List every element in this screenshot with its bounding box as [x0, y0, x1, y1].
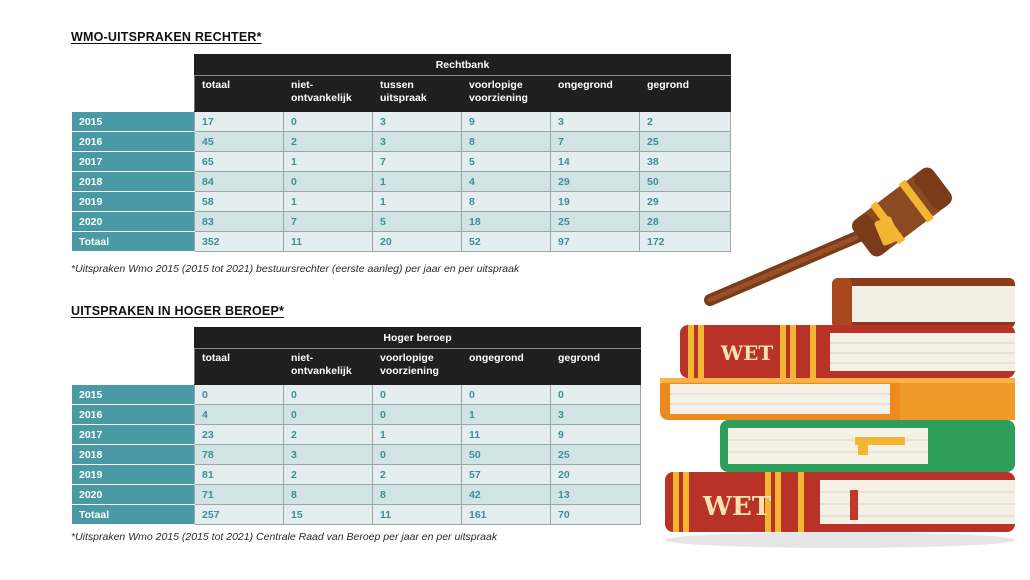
column-header [640, 76, 731, 112]
table-cell: 1 [373, 172, 462, 192]
table-cell: 0 [373, 385, 462, 405]
table-row [72, 405, 641, 425]
table-cell: 58 [195, 192, 284, 212]
row-header: 2015 [72, 112, 195, 132]
column-header-line: niet- [291, 352, 314, 364]
table-cell: 8 [373, 485, 462, 505]
table-cell: 1 [284, 152, 373, 172]
row-header: 2015 [72, 385, 195, 405]
table1-title: WMO-UITSPRAKEN RECHTER* [71, 30, 262, 44]
table-cell: 1 [462, 405, 551, 425]
table2-footnote: *Uitspraken Wmo 2015 (2015 tot 2021) Centrale Raad van Beroep per jaar en per uitspraak [71, 531, 498, 543]
table-cell: 11 [373, 505, 462, 525]
table-cell: 18 [462, 212, 551, 232]
table-cell: 20 [373, 232, 462, 252]
column-header-line: tussen [380, 79, 414, 91]
table-cell: 0 [551, 385, 641, 405]
row-header: Totaal [72, 232, 195, 252]
row-header: 2019 [72, 192, 195, 212]
table-row [72, 152, 731, 172]
table-cell: 14 [551, 152, 640, 172]
table-cell: 172 [640, 232, 731, 252]
blank-corner [72, 55, 195, 76]
column-header-line: voorziening [380, 364, 439, 377]
table-row [72, 192, 731, 212]
law-books-gavel-illustration [640, 150, 1015, 550]
row-header: 2020 [72, 212, 195, 232]
row-header: 2020 [72, 485, 195, 505]
shadow [665, 532, 1015, 548]
column-header [195, 76, 284, 112]
table-cell: 2 [640, 112, 731, 132]
blank-corner [72, 349, 195, 385]
brown-book [832, 278, 1015, 328]
row-header: 2017 [72, 425, 195, 445]
table-cell: 2 [284, 132, 373, 152]
column-header-line: ontvankelijk [291, 91, 352, 104]
table1-footnote: *Uitspraken Wmo 2015 (2015 tot 2021) bestuursrechter (eerste aanleg) per jaar en per uitspraak [71, 263, 520, 275]
table2-title: UITSPRAKEN IN HOGER BEROEP* [71, 304, 285, 318]
table-cell: 4 [462, 172, 551, 192]
table-cell: 42 [462, 485, 551, 505]
table-cell: 0 [373, 445, 462, 465]
table-cell: 7 [551, 132, 640, 152]
table-row [72, 465, 641, 485]
table-row [72, 232, 731, 252]
table-cell: 7 [284, 212, 373, 232]
table-cell: 4 [195, 405, 284, 425]
column-header-line: voorlopige [469, 79, 523, 91]
table-cell: 8 [462, 132, 551, 152]
row-header: 2016 [72, 132, 195, 152]
table-row [72, 132, 731, 152]
column-header-line: totaal [202, 352, 231, 364]
column-header [284, 76, 373, 112]
table-cell: 1 [284, 192, 373, 212]
column-header-line: uitspraak [380, 91, 427, 104]
table-cell: 2 [284, 465, 373, 485]
blank-corner [72, 328, 195, 349]
group-header: Rechtbank [195, 55, 731, 76]
column-header-line: ongegrond [558, 79, 613, 91]
table-cell: 1 [373, 425, 462, 445]
table-cell: 9 [551, 425, 641, 445]
column-header [373, 349, 462, 385]
hoger-beroep-table [71, 327, 641, 525]
column-header-line: ongegrond [469, 352, 524, 364]
row-header: 2018 [72, 172, 195, 192]
table-cell: 5 [462, 152, 551, 172]
table-row [72, 485, 641, 505]
row-header: 2018 [72, 445, 195, 465]
table-cell: 20 [551, 465, 641, 485]
table-cell: 50 [462, 445, 551, 465]
row-header: 2017 [72, 152, 195, 172]
column-header [551, 349, 641, 385]
table-cell: 78 [195, 445, 284, 465]
table-cell: 50 [640, 172, 731, 192]
green-book [720, 420, 1015, 472]
table-cell: 81 [195, 465, 284, 485]
table-cell: 29 [640, 192, 731, 212]
table-cell: 5 [373, 212, 462, 232]
row-header: Totaal [72, 505, 195, 525]
table-cell: 25 [640, 132, 731, 152]
table-cell: 0 [284, 172, 373, 192]
table-cell: 52 [462, 232, 551, 252]
table-cell: 28 [640, 212, 731, 232]
table-cell: 2 [373, 465, 462, 485]
table-cell: 0 [373, 405, 462, 425]
table-cell: 8 [462, 192, 551, 212]
group-header: Hoger beroep [195, 328, 641, 349]
column-header [284, 349, 373, 385]
table-cell: 3 [373, 132, 462, 152]
table-cell: 15 [284, 505, 373, 525]
table-cell: 45 [195, 132, 284, 152]
table-cell: 3 [551, 405, 641, 425]
table-cell: 17 [195, 112, 284, 132]
table-cell: 11 [284, 232, 373, 252]
column-header [462, 76, 551, 112]
table-cell: 0 [284, 112, 373, 132]
table-cell: 38 [640, 152, 731, 172]
table-cell: 7 [373, 152, 462, 172]
column-header [551, 76, 640, 112]
column-header [462, 349, 551, 385]
table-cell: 97 [551, 232, 640, 252]
table-row [72, 445, 641, 465]
table-cell: 19 [551, 192, 640, 212]
table-cell: 13 [551, 485, 641, 505]
table-cell: 352 [195, 232, 284, 252]
table-cell: 84 [195, 172, 284, 192]
table-cell: 29 [551, 172, 640, 192]
table-cell: 11 [462, 425, 551, 445]
table-cell: 0 [462, 385, 551, 405]
rechtbank-table [71, 54, 731, 252]
table-cell: 0 [284, 385, 373, 405]
table-cell: 9 [462, 112, 551, 132]
column-header-line: gegrond [647, 79, 689, 91]
table-cell: 257 [195, 505, 284, 525]
column-header [373, 76, 462, 112]
row-header: 2019 [72, 465, 195, 485]
row-header: 2016 [72, 405, 195, 425]
table-row [72, 385, 641, 405]
table-cell: 71 [195, 485, 284, 505]
table-row [72, 172, 731, 192]
table-row [72, 112, 731, 132]
table-cell: 0 [284, 405, 373, 425]
column-header-line: voorlopige [380, 352, 434, 364]
table-cell: 65 [195, 152, 284, 172]
column-header-line: niet- [291, 79, 314, 91]
table-cell: 57 [462, 465, 551, 485]
table-cell: 83 [195, 212, 284, 232]
table-cell: 1 [373, 192, 462, 212]
orange-book [660, 378, 1015, 420]
column-header-line: ontvankelijk [291, 364, 352, 377]
table-cell: 3 [373, 112, 462, 132]
table-cell: 70 [551, 505, 641, 525]
book-label-wet-1: WET [720, 341, 774, 365]
book-label-wet-2: WET [702, 492, 772, 522]
table-cell: 23 [195, 425, 284, 445]
column-header-line: voorziening [469, 91, 528, 104]
table-cell: 25 [551, 445, 641, 465]
blank-corner [72, 76, 195, 112]
column-header-line: totaal [202, 79, 231, 91]
table-row [72, 212, 731, 232]
table-row [72, 425, 641, 445]
table-cell: 2 [284, 425, 373, 445]
table-cell: 25 [551, 212, 640, 232]
table-row [72, 505, 641, 525]
table-cell: 3 [284, 445, 373, 465]
table-cell: 0 [195, 385, 284, 405]
column-header-line: gegrond [558, 352, 600, 364]
table-cell: 3 [551, 112, 640, 132]
table-cell: 8 [284, 485, 373, 505]
table-cell: 161 [462, 505, 551, 525]
column-header [195, 349, 284, 385]
